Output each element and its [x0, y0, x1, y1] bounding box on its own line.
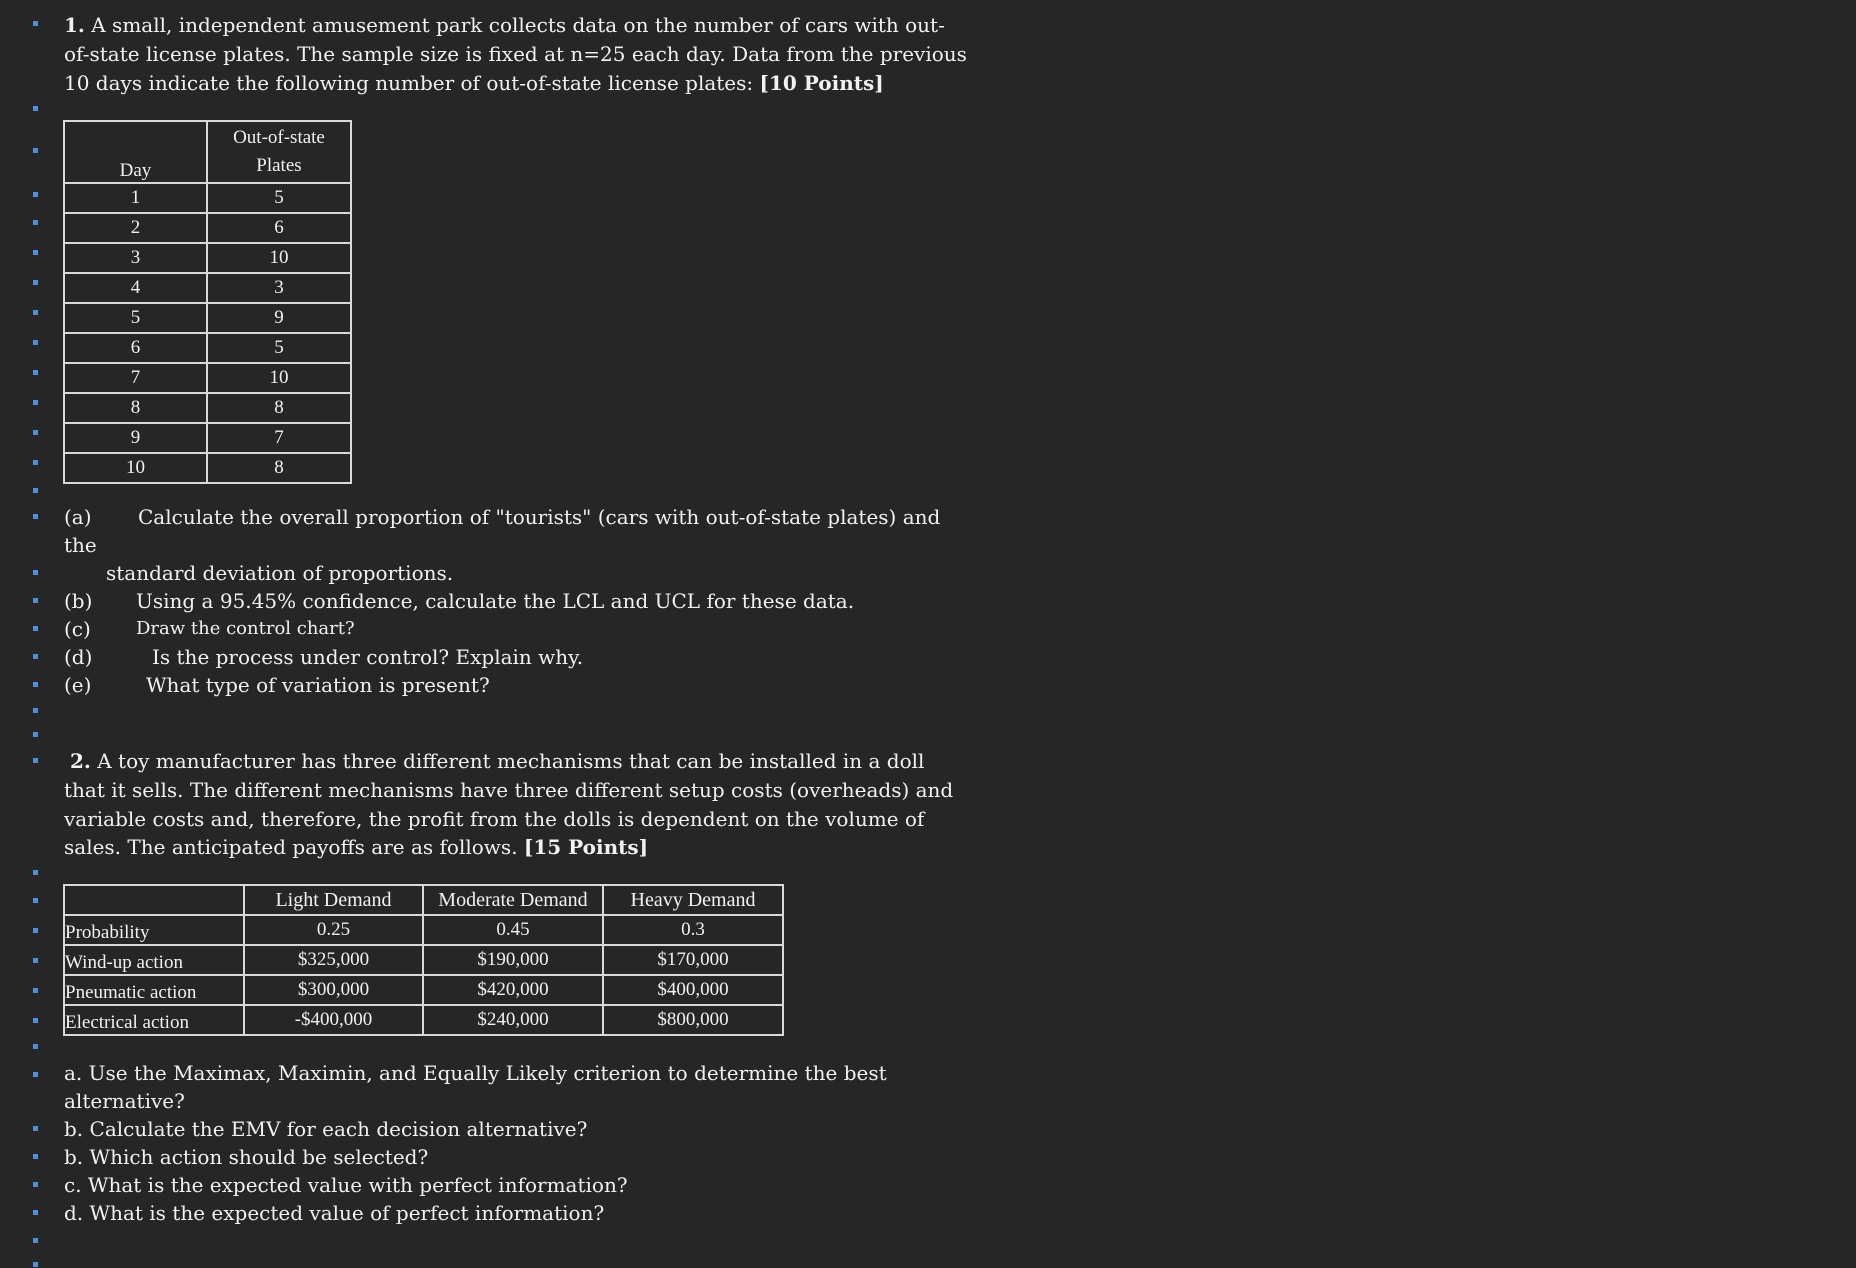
bullet-marker: [33, 106, 38, 111]
table-row: [64, 303, 351, 333]
q1-part-b-text: Using a 95.45% confidence, calculate the LCL and UCL for these data.: [136, 589, 855, 613]
plates-cell: 5: [207, 183, 351, 213]
q1-part-d-label: (d): [64, 645, 93, 669]
plates-cell: 8: [207, 453, 351, 483]
value-cell: -$400,000: [244, 1005, 423, 1035]
q1-part-a-wrap: the: [64, 533, 97, 557]
table-row: [64, 243, 351, 273]
bullet-marker: [33, 758, 38, 763]
bullet-marker: [33, 1154, 38, 1159]
bullet-marker: [33, 928, 38, 933]
header-blank: [64, 885, 244, 915]
q2-intro-line-2: that it sells. The different mechanisms have three different setup costs (overheads) and: [64, 778, 954, 802]
row-label: Electrical action: [64, 1005, 244, 1035]
bullet-marker: [33, 514, 38, 519]
q1-intro-text-3: 10 days indicate the following number of out-of-state license plates:: [64, 71, 754, 95]
row-label: Wind-up action: [64, 945, 244, 975]
value-cell: $240,000: [423, 1005, 603, 1035]
value-cell: 0.45: [423, 915, 603, 945]
day-cell: 1: [64, 183, 207, 213]
bullet-marker: [33, 1072, 38, 1077]
day-cell: 5: [64, 303, 207, 333]
q1-part-e-text: What type of variation is present?: [146, 673, 490, 697]
bullet-marker: [33, 1210, 38, 1215]
q2-intro-text-4: sales. The anticipated payoffs are as follows.: [64, 835, 518, 859]
bullet-marker: [33, 1044, 38, 1049]
plates-table-header: [64, 121, 351, 183]
bullet-marker: [33, 898, 38, 903]
header-plates: [207, 121, 351, 183]
bullet-marker: [33, 340, 38, 345]
day-cell: 2: [64, 213, 207, 243]
value-cell: $190,000: [423, 945, 603, 975]
header-plates-line1: Out-of-state: [233, 127, 325, 148]
bullet-marker: [33, 250, 38, 255]
q2-part-d: d. What is the expected value of perfect information?: [64, 1201, 605, 1225]
bullet-marker: [33, 148, 38, 153]
q2-number: 2.: [70, 749, 91, 773]
q2-part-a-line2: alternative?: [64, 1089, 185, 1113]
plates-cell: 6: [207, 213, 351, 243]
table-row: [64, 393, 351, 423]
q1-part-b-label: (b): [64, 589, 93, 613]
bullet-marker: [33, 460, 38, 465]
q2-intro-line-4: [64, 833, 648, 861]
q1-part-d-text: Is the process under control? Explain why.: [152, 645, 584, 669]
bullet-marker: [33, 598, 38, 603]
value-cell: $420,000: [423, 975, 603, 1005]
q1-intro-line-1: [64, 11, 945, 39]
bullet-marker: [33, 958, 38, 963]
q1-part-c-label: (c): [64, 617, 91, 641]
day-cell: 10: [64, 453, 207, 483]
q1-part-a-text: Calculate the overall proportion of "tourists" (cars with out-of-state plates) and: [138, 505, 941, 529]
value-cell: 0.25: [244, 915, 423, 945]
q2-part-a-line1: a. Use the Maximax, Maximin, and Equally Likely criterion to determine the best: [64, 1061, 887, 1085]
header-plates-line2: Plates: [256, 155, 302, 176]
q1-points: [10 Points]: [759, 71, 884, 95]
bullet-marker: [33, 430, 38, 435]
bullet-marker: [33, 280, 38, 285]
header-day: Day: [64, 121, 207, 183]
table-row: [64, 453, 351, 483]
q2-intro-text-1: A toy manufacturer has three different mechanisms that can be installed in a doll: [97, 749, 925, 773]
table-row: [64, 975, 783, 1005]
table-row: [64, 213, 351, 243]
q1-part-c-text: Draw the control chart?: [136, 618, 355, 639]
q1-intro-line-3: [64, 69, 884, 97]
value-cell: $400,000: [603, 975, 783, 1005]
table-row: [64, 915, 783, 945]
q1-part-e-label: (e): [64, 673, 92, 697]
day-cell: 4: [64, 273, 207, 303]
q1-part-a-cont: standard deviation of proportions.: [106, 561, 454, 585]
plates-cell: 10: [207, 363, 351, 393]
table-row: [64, 363, 351, 393]
bullet-marker: [33, 732, 38, 737]
table-row: [64, 423, 351, 453]
plates-cell: 9: [207, 303, 351, 333]
q1-number: 1.: [64, 13, 85, 37]
q2-intro-line-1: [64, 747, 924, 775]
bullet-marker: [33, 626, 38, 631]
table-row: [64, 183, 351, 213]
payoff-table: [63, 884, 784, 1036]
bullet-marker: [33, 1262, 38, 1267]
q2-intro-line-3: variable costs and, therefore, the profit from the dolls is dependent on the volume of: [64, 807, 925, 831]
header-heavy-demand: Heavy Demand: [603, 885, 783, 915]
bullet-marker: [33, 1126, 38, 1131]
value-cell: 0.3: [603, 915, 783, 945]
header-light-demand: Light Demand: [244, 885, 423, 915]
q2-part-b2: b. Which action should be selected?: [64, 1145, 429, 1169]
header-moderate-demand: Moderate Demand: [423, 885, 603, 915]
q2-part-b1: b. Calculate the EMV for each decision alternative?: [64, 1117, 588, 1141]
value-cell: $170,000: [603, 945, 783, 975]
bullet-marker: [33, 1182, 38, 1187]
q2-part-c: c. What is the expected value with perfect information?: [64, 1173, 628, 1197]
plates-cell: 5: [207, 333, 351, 363]
bullet-marker: [33, 1238, 38, 1243]
bullet-marker: [33, 988, 38, 993]
plates-cell: 10: [207, 243, 351, 273]
bullet-marker: [33, 310, 38, 315]
value-cell: $800,000: [603, 1005, 783, 1035]
day-cell: 9: [64, 423, 207, 453]
q1-intro-line-2: of-state license plates. The sample size is fixed at n=25 each day. Data from the previous: [64, 42, 967, 66]
bullet-marker: [33, 1018, 38, 1023]
bullet-marker: [33, 654, 38, 659]
row-label: Pneumatic action: [64, 975, 244, 1005]
bullet-marker: [33, 370, 38, 375]
bullet-marker: [33, 192, 38, 197]
table-row: [64, 945, 783, 975]
value-cell: $325,000: [244, 945, 423, 975]
bullet-marker: [33, 570, 38, 575]
bullet-marker: [33, 708, 38, 713]
day-cell: 6: [64, 333, 207, 363]
row-label: Probability: [64, 915, 244, 945]
bullet-marker: [33, 682, 38, 687]
plates-cell: 3: [207, 273, 351, 303]
table-row: [64, 333, 351, 363]
table-row: [64, 273, 351, 303]
bullet-marker: [33, 400, 38, 405]
q1-intro-text-1: A small, independent amusement park collects data on the number of cars with out-: [91, 13, 945, 37]
plates-table: [63, 120, 352, 484]
day-cell: 7: [64, 363, 207, 393]
value-cell: $300,000: [244, 975, 423, 1005]
q1-part-a-label: (a): [64, 505, 92, 529]
bullet-marker: [33, 870, 38, 875]
bullet-marker: [33, 21, 38, 26]
day-cell: 8: [64, 393, 207, 423]
payoff-table-header: [64, 885, 783, 915]
plates-cell: 7: [207, 423, 351, 453]
table-row: [64, 1005, 783, 1035]
plates-cell: 8: [207, 393, 351, 423]
q2-points: [15 Points]: [523, 835, 649, 859]
bullet-marker: [33, 488, 38, 493]
bullet-marker: [33, 220, 38, 225]
day-cell: 3: [64, 243, 207, 273]
